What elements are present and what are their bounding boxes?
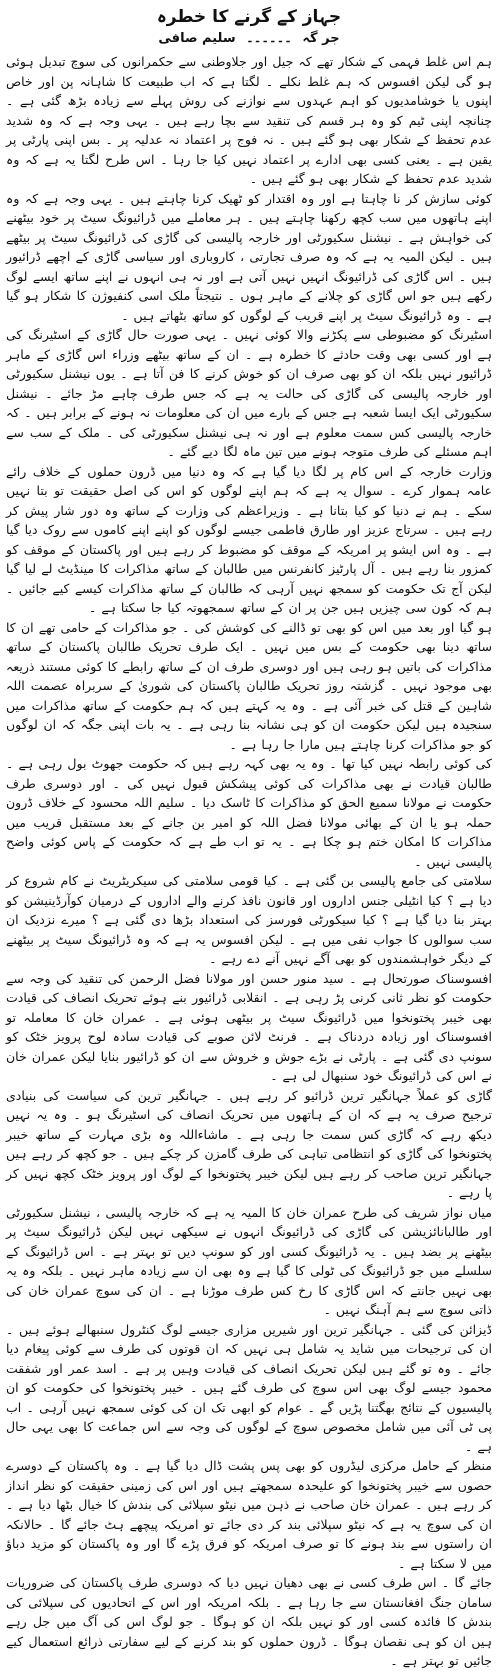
article-paragraph: کی کوئی رابطہ نہیں کیا تھا ۔ وہ یہ بھی کہہ رہے ہیں کہ حکومت جھوٹ بول رہی ہے ۔ طالبان قیادت نے بھی مذاکرات کی کوئی پیشکش قبول نہیں کی ۔ اور دوسری طرف حکومت نے مولانا سمیع الحق کو مذاکرات کا ٹاسک دیا ۔ سلیم اللہ محسود کے خلاف ڈرون حملہ ہو یا ان کے بھائی مولانا فضل اللہ کو امیر بن جانے کے بعد مستقبل قریب میں مذاکرات کا امکان ختم ہو چکا ہے ۔ یہ تو اب طے ہے کہ حکومت کے پاس کوئی واضح پالیسی نہیں ۔ bbox=[6, 756, 492, 869]
article-paragraph: میاں نواز شریف کی طرح عمران خان کا المیہ یہ ہے کہ خارجہ پالیسی ، نیشنل سکیورٹی اور طالبانائزیشن کی گاڑی کی ڈرائیونگ انہوں نے سیکھی نہیں لیکن ڈرائیونگ سیٹ پر بیٹھنے پر بضد ہیں ۔ یہ ڈرائیونگ کسی اور کو سونپ دیں تو بہتر ہے ۔ اس ڈرائیونگ کے سلسلے میں جو ڈرائیونگ کی ٹولی کا گیا ہے وہ بھی ان سے زیادہ ماہر نہیں ۔ بلکہ وہ یہ بھی نہیں جانتے کہ اس گاڑی کا رخ کس طرف موڑنا ہے ۔ ان کی سوچ عمران خان کی ذاتی سوچ سے ہم آہنگ نہیں ۔ bbox=[6, 1204, 492, 1317]
article-paragraph: کوئی سازش کر نا چاہتا ہے اور وہ اقتدار کو ٹھیک کرنا چاہتے ہیں ۔ یہی وجہ ہے کہ وہ اپنے ہاتھوں میں سب کچھ رکھنا چاہتے ہیں ۔ ہر معاملے میں ڈرائیونگ سیٹ پر خود بیٹھنے کی خواہش ہے ۔ نیشنل سکیورٹی اور خارجہ پالیسی کی گاڑی کی ڈرائیونگ سیٹ پر بیٹھے ہیں ۔ لیکن المیہ یہ ہے کہ وہ صرف تجارتی ، کاروباری اور سیاسی گاڑی کے اچھے ڈرائیور ہیں ۔ اس گاڑی کی ڈرائیونگ انہیں نہیں آتی ہے اور نہ ہی انہوں نے اپنے ساتھ ایسے لوگ رکھے ہیں جو اس گاڑی کو چلانے کے ماہر ہوں ۔ نتیجتاً ملک اسی کنفیوژن کا شکار ہو گیا ہے ۔ وہ ڈرائیونگ سیٹ پر اپنے قریب کے لوگوں کو ساتھ بٹھاتے ہیں ۔ bbox=[6, 190, 492, 323]
article-paragraph: منظر کے حامل مرکزی لیڈروں کو بھی پس پشت ڈال دیا گیا ہے ۔ وہ پاکستان کے دوسرے حصوں سے خیبر پختونخوا کو علیحدہ سمجھتے ہیں اور اس کی زمینی حقیقت کو نظر انداز کر رہے ہیں ۔ عمران خان صاحب نے ذہن میں نیٹو سپلائی کی بندش کا خیال بٹھا دیا ہے ۔ ان کی سوچ یہ ہے کہ نیٹو سپلائی بند کر دی جائے تو امریکہ پیچھے ہٹ جائے گا ۔ حالانکہ ان راستوں سے بند ہونے کا تو صرف امریکہ کو فرق پڑے گا اور وہ پاکستان کو مزید دباؤ میں لا سکتا ہے ۔ bbox=[6, 1458, 492, 1571]
article-paragraph: سلامتی کی جامع پالیسی بن گئی ہے ۔ کیا قومی سلامتی کی سیکریٹریٹ نے کام شروع کر دیا ہے ؟ کیا انٹیلی جنس اداروں اور قانون نافذ کرنے والے اداروں کے درمیان کوآرڈینیشن کو بہتر بنا دیا گیا ہے ؟ کیا سیکورٹی فورسز کی استعداد بڑھا دی گئی ہے ؟ میرے نزدیک ان سب سوالوں کا جواب نفی میں ہے ۔ لیکن افسوس یہ ہے کہ وہ ڈرائیونگ سیٹ پر بیٹھنے کے دیگر خواہشمندوں کو بھی آگے نہیں آنے دے رہے ۔ bbox=[6, 873, 492, 966]
article-paragraph: اسٹیرنگ کو مضبوطی سے پکڑنے والا کوئی نہیں ۔ یہی صورت حال گاڑی کے اسٹیرنگ کی ہے اور کسی بھی وقت حادثے کا خطرہ ہے ۔ ان کے ساتھ بیٹھے وزراء اس گاڑی کے ماہر ڈرائیور نہیں بلکہ ان کو بھی صرف ان کو خوش کرنے کا فن آتا ہے ۔ یوں نیشنل سکیورٹی اور خارجہ پالیسی کی گاڑی کی حالت یہ ہے کہ جس طرف چاہے مڑ جائے ۔ نیشنل سکیورٹی ایک ایسا شعبہ ہے جس کے بارے میں ان کی معلومات نہ ہونے کے برابر ہیں ۔ کہ خارجہ پالیسی کس سمت معلوم ہے اور نہ ہی نیشنل سکیورٹی کی ۔ ملک کے سب سے اہم مسئلے کی طرف متوجہ ہونے میں تین ماہ لگا دیے گئے ۔ bbox=[6, 327, 492, 459]
article-body bbox=[6, 52, 492, 1671]
article-paragraph: ڈیزائن کی گئی ۔ جہانگیر ترین اور شیریں مزاری جیسے لوگ کنٹرول سنبھالے ہوئے ہیں ۔ ان کی ترجیحات میں شاید یہ شامل ہی نہیں کہ ان قوتوں کی طرف سے کوئی پیغام دیا جائے ۔ وہ تو گئے ہیں لیکن تحریک انصاف کی قیادت وہیں پر ہے ۔ اسد عمر اور شفقت محمود جیسے لوگ بھی اس سوچ کی طرف گئے ہیں ۔ خیبر پختونخوا کی حکومت کو ان پالیسیوں کے نتائج بھگتنا پڑیں گے ۔ عوام کو ابھی تک ان کی کوئی سمجھ نہیں آرہی ۔ اب پی ٹی آئی میں شامل مخصوص سوچ کے لوگوں کی وجہ سے اس جماعت کا بھی یہی حال ہے ۔ bbox=[6, 1321, 492, 1454]
column-name: جر گہ bbox=[302, 31, 340, 46]
author-name: سلیم صافی bbox=[158, 31, 236, 46]
article-paragraph: وزارت خارجہ کے اس کام پر لگا دیا گیا ہے کہ وہ دنیا میں ڈرون حملوں کے خلاف رائے عامہ ہموار کرے ۔ سوال یہ ہے کہ ہم اپنے لوگوں کو اس کی اصل حقیقت تو بتا نہیں سکے ۔ ہم نے دنیا کو کیا بتانا ہے ۔ وزیراعظم کی وزارت کے ساتھ وہ دور شار پیش کر رہے ہیں ۔ سرتاج عزیز اور طارق فاطمی جیسے لوگوں کو اپنے اپنے کاموں سے روک دیا گیا ہے ۔ وہ اس ایشو پر امریکہ کے موقف کو مضبوط کر رہے ہیں اور پاکستان کے موقف کو کمزور بنا رہے ہیں ۔ آل پارٹیز کانفرنس میں طالبان کے ساتھ مذاکرات کا مینڈیٹ لے لیا گیا لیکن آج تک حکومت کو سمجھ نہیں آرہی کہ طالبان کے ساتھ مذاکرات کیسے کیے جائیں ۔ ہم کہ کون سی چیزیں ہیں جن پر ان کے ساتھ سمجھوتہ کیا جا سکتا ہے ۔ bbox=[6, 463, 492, 615]
article-paragraph: گاڑی کو عملاً جہانگیر ترین ڈرائیو کر رہے ہیں ۔ جہانگیر ترین کی سیاست کی بنیادی ترجیح صرف یہ ہے کہ ان کے ہاتھوں میں تحریک انصاف کی اسٹیرنگ ہو ۔ وہ یہ نہیں دیکھ رہے کہ گاڑی کس سمت جا رہی ہے ۔ ماشاءاللہ وہ بڑی مہارت کے ساتھ خیبر پختونخوا کی گاڑی کو انتظامی تباہی کی طرف گامزن کر چکے ہیں ۔ جو کچھ کر رہے ہیں جہانگیر ترین صاحب کر رہے ہیں لیکن خیبر پختونخوا کے لوگ اور پرویز خٹک کچھ نہیں کر پا رہے ۔ bbox=[6, 1087, 492, 1200]
article-paragraph: ہو گیا اور بعد میں اس کو بھی تو ڈالنے کی کوشش کی ۔ جو مذاکرات کے حامی تھے ان کا ساتھ دینا بھی حکومت کے بس میں نہیں ۔ ایک طرف تحریک طالبان پاکستان کے ساتھ مذاکرات کی باتیں ہو رہی ہیں اور دوسری طرف ان کے ساتھ رابطے کا کوئی مستند ذریعہ بھی موجود نہیں ۔ گزشتہ روز تحریک طالبان پاکستان کی شوریٰ کے سربراہ عصمت اللہ شاہین کے قتل کی خبر آئی ہے ۔ وہ یہ کہتے ہیں کہ ہم حکومت کے ساتھ مذاکرات میں سنجیدہ ہیں لیکن حکومت ان کو ہی نشانہ بنا رہی ہے ۔ یہ بات اپنی جگہ کہ ان لوگوں کو جو مذاکرات کرنا چاہتے ہیں مارا جا رہا ہے ۔ bbox=[6, 619, 492, 752]
article-title: جہاز کے گرنے کا خطرہ bbox=[156, 7, 342, 27]
article-paragraph: افسوسناک صورتحال ہے ۔ سید منور حسن اور مولانا فضل الرحمن کی تنقید کی وجہ سے حکومت کو نظر ثانی کرنی پڑ رہی ہے ۔ انقلابی ڈرائیور بنے ہوئے تحریک انصاف کی قیادت بھی خیبر پختونخوا میں ڈرائیونگ سیٹ پر بیٹھی ہوئی ہے ۔ عمران خان کا معاملہ تو افسوسناک اور زیادہ دردناک ہے ۔ فرنٹ لائن صوبے کی قیادت سادہ لوح پرویز خٹک کو سونپ دی گئی ہے ۔ پارٹی نے بڑے جوش و خروش سے ان کو ڈرائیور بنایا لیکن عمران خان نے اس کی ڈرائیونگ خود سنبھال لی ہے ۔ bbox=[6, 970, 492, 1083]
article-paragraph: ہم اس غلط فہمی کے شکار تھے کہ جیل اور جلاوطنی سے حکمرانوں کی سوچ تبدیل ہوئی ہو گی لیکن افسوس کہ ہم غلط نکلے ۔ لگتا ہے کہ اب طبیعت کا شاہانہ پن اور خاص اپنوں یا خوشامدیوں کو اہم عہدوں سے نوازنے کی روش پہلے سے زیادہ بڑھ گئی ہے ۔ چنانچہ اپنی ٹیم کو وہ ہر قسم کی تنقید سے بچا رہے ہیں ۔ یہی وجہ ہے کہ وہ شدید عدم تحفظ کے شکار بھی ہو گئے ہیں ۔ نہ فوج پر اعتماد نہ عدلیہ پر ۔ بس اپنی پارٹی پر یقین ہے ۔ یعنی کسی بھی ادارے پر اعتماد نہیں کیا جا رہا ۔ اس طرح لگتا یہ ہے کہ وہ شدید عدم تحفظ کے شکار بھی ہو گئے ہیں ۔ bbox=[6, 54, 492, 186]
byline-separator: ۔۔۔۔۔۔ bbox=[246, 31, 292, 46]
article-byline bbox=[6, 30, 492, 48]
article-paragraph: جائے گا ۔ اس طرف کسی نے بھی دھیان نہیں دیا کہ دوسری طرف پاکستان کی ضروریات سامان جنگ افغانستان سے جا رہا ہے ۔ بلکہ امریکہ اور اس کے اتحادیوں کی سپلائی کی بندش کا فائدہ کسی اور کو نہیں بلکہ ان کو ہوگا ۔ جو لوگ اس کی آگ میں جل رہے ہیں ان کو ہی نقصان ہوگا ۔ ڈرون حملوں کو بند کرنے کے لیے سفارتی ذرائع استعمال کیے جائیں تو بہتر ہے ۔ bbox=[6, 1575, 492, 1668]
